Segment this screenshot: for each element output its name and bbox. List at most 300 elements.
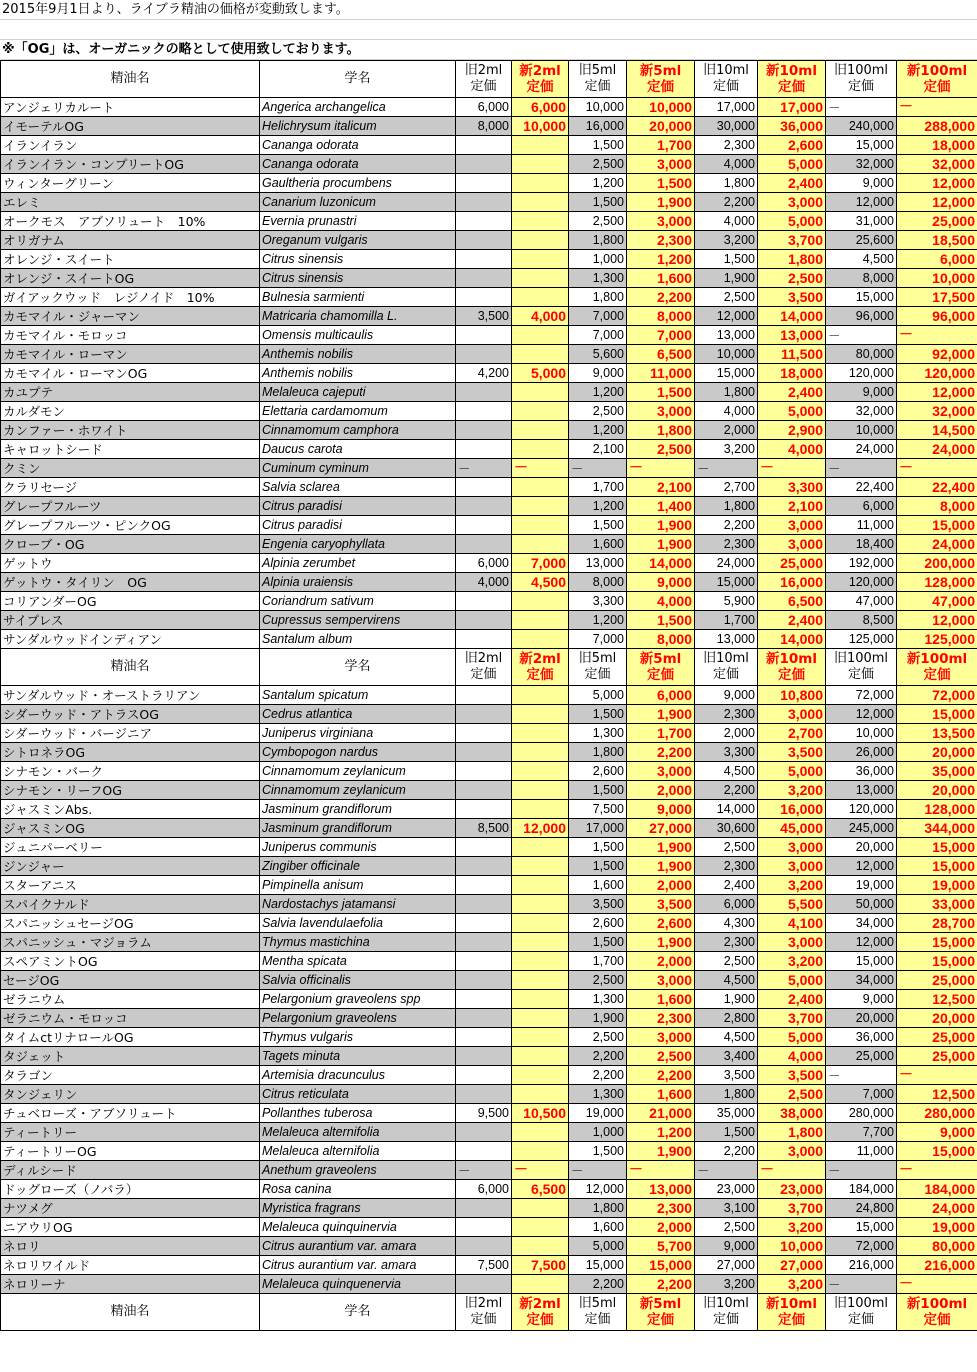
header-price-col: 新10ml 定価 [758,649,826,686]
old-price: 5,000 [569,686,627,705]
header-name: 精油名 [1,61,260,98]
old-price [456,440,512,459]
old-price: 4,500 [695,1028,758,1047]
new-price: － [758,1161,826,1180]
old-price: 35,000 [695,1104,758,1123]
oil-name: イランイラン [1,136,260,155]
latin-name: Pollanthes tuberosa [260,1104,456,1123]
new-price: 6,000 [512,98,569,117]
table-row [1,155,977,174]
oil-name: ネロリ [1,1237,260,1256]
new-price: 2,500 [758,1085,826,1104]
oil-name: ティートリーOG [1,1142,260,1161]
new-price: 19,000 [897,876,977,895]
new-price: 2,300 [627,1199,695,1218]
table-row [1,819,977,838]
old-price [456,1237,512,1256]
new-price: 14,000 [758,307,826,326]
old-price: 12,000 [826,705,897,724]
old-price: 1,500 [569,516,627,535]
old-price: － [826,98,897,117]
oil-name: ナツメグ [1,1199,260,1218]
old-price: 5,000 [569,1237,627,1256]
new-price: 10,000 [758,1237,826,1256]
old-price [456,1028,512,1047]
old-price: 3,300 [569,592,627,611]
new-price [512,421,569,440]
new-price: 2,000 [627,781,695,800]
table-row [1,838,977,857]
header-price-col: 新2ml 定価 [512,649,569,686]
old-price [456,838,512,857]
old-price [456,497,512,516]
new-price [512,326,569,345]
header-price-col: 新2ml 定価 [512,61,569,98]
new-price: 13,500 [897,724,977,743]
old-price: 36,000 [826,762,897,781]
new-price: 7,000 [512,554,569,573]
old-price: 10,000 [826,421,897,440]
old-price: 6,000 [695,895,758,914]
new-price: 9,000 [627,573,695,592]
old-price: － [456,1161,512,1180]
new-price: 4,000 [758,1047,826,1066]
oil-name: シトロネラOG [1,743,260,762]
old-price: 1,200 [569,383,627,402]
new-price: 125,000 [897,630,977,649]
old-price: － [569,459,627,478]
new-price: 1,900 [627,1142,695,1161]
latin-name: Santalum album [260,630,456,649]
new-price [512,1085,569,1104]
table-row [1,724,977,743]
oil-name: グレープフルーツ [1,497,260,516]
new-price: 280,000 [897,1104,977,1123]
header-price-col: 新5ml 定価 [627,61,695,98]
old-price: 22,400 [826,478,897,497]
old-price: 14,000 [695,800,758,819]
old-price: 3,200 [695,440,758,459]
new-price [512,611,569,630]
new-price: 32,000 [897,402,977,421]
new-price: － [897,98,977,117]
latin-name: Cinnamomum zeylanicum [260,762,456,781]
new-price: 1,400 [627,497,695,516]
table-row [1,1237,977,1256]
new-price: 7,500 [512,1256,569,1275]
old-price: 2,200 [569,1047,627,1066]
new-price [512,857,569,876]
oil-name: カモマイル・モロッコ [1,326,260,345]
latin-name: Salvia lavendulaefolia [260,914,456,933]
new-price: 25,000 [897,971,977,990]
new-price: 15,000 [897,1142,977,1161]
new-price: 2,900 [758,421,826,440]
old-price: 2,300 [695,136,758,155]
old-price [456,250,512,269]
new-price: 6,500 [758,592,826,611]
new-price [512,895,569,914]
old-price: 9,000 [826,383,897,402]
old-price: 25,600 [826,231,897,250]
old-price: 3,300 [695,743,758,762]
oil-name: スペアミントOG [1,952,260,971]
latin-name: Mentha spicata [260,952,456,971]
new-price [512,762,569,781]
new-price: 18,500 [897,231,977,250]
header-price-col: 旧100ml 定価 [826,649,897,686]
new-price [512,743,569,762]
old-price [456,781,512,800]
new-price: 3,000 [758,535,826,554]
old-price: 19,000 [569,1104,627,1123]
latin-name: Omensis multicaulis [260,326,456,345]
new-price: 344,000 [897,819,977,838]
table-row [1,402,977,421]
new-price: 20,000 [897,743,977,762]
latin-name: Salvia sclarea [260,478,456,497]
latin-name: Evernia prunastri [260,212,456,231]
new-price: 3,700 [758,231,826,250]
oil-name: スパニッシュセージOG [1,914,260,933]
new-price: 2,100 [627,478,695,497]
header-name: 精油名 [1,649,260,686]
old-price: 3,500 [695,1066,758,1085]
old-price: 120,000 [826,573,897,592]
latin-name: Anthemis nobilis [260,364,456,383]
latin-name: Melaleuca quinquenervia [260,1275,456,1294]
new-price: 2,500 [627,440,695,459]
old-price [456,895,512,914]
old-price: 24,000 [826,440,897,459]
old-price: 18,400 [826,535,897,554]
new-price [512,478,569,497]
new-price: 80,000 [897,1237,977,1256]
new-price [512,592,569,611]
header-price-col: 新100ml 定価 [897,1294,977,1331]
table-row [1,174,977,193]
old-price: 8,000 [456,117,512,136]
old-price: 1,600 [569,876,627,895]
old-price: 1,900 [695,269,758,288]
old-price: 2,200 [695,193,758,212]
old-price: 6,000 [456,98,512,117]
latin-name: Daucus carota [260,440,456,459]
old-price: － [826,1066,897,1085]
header-latin: 学名 [260,1294,456,1331]
new-price: 15,000 [897,933,977,952]
new-price: 1,600 [627,269,695,288]
new-price [512,876,569,895]
old-price [456,383,512,402]
oil-name: クミン [1,459,260,478]
table-row [1,1161,977,1180]
table-row [1,440,977,459]
old-price: 1,800 [569,231,627,250]
old-price: 15,000 [826,952,897,971]
old-price [456,174,512,193]
new-price: 25,000 [897,212,977,231]
old-price [456,1123,512,1142]
oil-name: ウィンターグリーン [1,174,260,193]
new-price: 10,000 [897,269,977,288]
new-price: 3,200 [758,952,826,971]
oil-name: キャロットシード [1,440,260,459]
new-price [512,250,569,269]
old-price: 2,700 [695,478,758,497]
new-price [512,1009,569,1028]
new-price: 96,000 [897,307,977,326]
old-price: 72,000 [826,1237,897,1256]
header-price-col: 新2ml 定価 [512,1294,569,1331]
old-price: 184,000 [826,1180,897,1199]
old-price: 4,500 [826,250,897,269]
new-price: － [897,1161,977,1180]
new-price: 11,000 [627,364,695,383]
new-price: 14,500 [897,421,977,440]
new-price: 19,000 [897,1218,977,1237]
new-price: 288,000 [897,117,977,136]
new-price: 20,000 [627,117,695,136]
oil-name: サンダルウッドインディアン [1,630,260,649]
old-price: 7,000 [569,307,627,326]
old-price: 2,100 [569,440,627,459]
latin-name: Melaleuca alternifolia [260,1123,456,1142]
old-price: 2,500 [569,155,627,174]
new-price: 72,000 [897,686,977,705]
old-price: 30,000 [695,117,758,136]
table-row [1,478,977,497]
latin-name: Cuminum cyminum [260,459,456,478]
old-price: 16,000 [569,117,627,136]
old-price: 1,800 [695,174,758,193]
latin-name: Juniperus communis [260,838,456,857]
new-price: 6,000 [897,250,977,269]
header-price-col: 旧100ml 定価 [826,1294,897,1331]
table-row [1,1066,977,1085]
oil-name: ゼラニウム・モロッコ [1,1009,260,1028]
old-price: 216,000 [826,1256,897,1275]
new-price: 14,000 [627,554,695,573]
old-price [456,971,512,990]
old-price: 7,000 [569,630,627,649]
oil-name: ジャスミンOG [1,819,260,838]
new-price: 1,200 [627,250,695,269]
table-row [1,876,977,895]
table-row [1,383,977,402]
new-price: 3,500 [758,288,826,307]
oil-name: タイムctリナロールOG [1,1028,260,1047]
old-price: － [695,459,758,478]
old-price: 1,500 [569,136,627,155]
table-row [1,1047,977,1066]
latin-name: Thymus vulgaris [260,1028,456,1047]
header-price-col: 新10ml 定価 [758,61,826,98]
old-price: 7,000 [569,326,627,345]
old-price: 11,000 [826,516,897,535]
table-row [1,1028,977,1047]
old-price: 3,100 [695,1199,758,1218]
old-price: － [826,1275,897,1294]
new-price: 35,000 [897,762,977,781]
new-price: 1,500 [627,611,695,630]
new-price: － [758,459,826,478]
oil-name: ジンジャー [1,857,260,876]
new-price: 12,000 [512,819,569,838]
new-price: 24,000 [897,535,977,554]
old-price [456,269,512,288]
new-price: 3,000 [627,762,695,781]
new-price: 10,500 [512,1104,569,1123]
new-price: － [897,1275,977,1294]
latin-name: Pelargonium graveolens [260,1009,456,1028]
old-price [456,1218,512,1237]
new-price [512,402,569,421]
old-price: 15,000 [826,288,897,307]
latin-name: Alpinia zerumbet [260,554,456,573]
oil-name: カモマイル・ジャーマン [1,307,260,326]
old-price: 2,400 [695,876,758,895]
old-price [456,592,512,611]
latin-name: Gaultheria procumbens [260,174,456,193]
old-price [456,800,512,819]
table-row [1,497,977,516]
header-price-col: 新10ml 定価 [758,1294,826,1331]
old-price [456,535,512,554]
old-price [456,212,512,231]
old-price: 17,000 [569,819,627,838]
new-price [512,231,569,250]
new-price: 2,400 [758,990,826,1009]
new-price [512,288,569,307]
table-row [1,1104,977,1123]
header-price-col: 旧2ml 定価 [456,61,512,98]
old-price: 1,500 [569,1142,627,1161]
oil-name: ジュニパーベリー [1,838,260,857]
new-price: 5,500 [758,895,826,914]
new-price: 2,600 [758,136,826,155]
old-price [456,402,512,421]
new-price: 4,100 [758,914,826,933]
table-row [1,611,977,630]
table-row [1,516,977,535]
old-price [456,1047,512,1066]
old-price [456,193,512,212]
latin-name: Nardostachys jatamansi [260,895,456,914]
header-price-col: 旧5ml 定価 [569,61,627,98]
old-price: 2,300 [695,857,758,876]
old-price: 12,000 [826,193,897,212]
oil-name: イモーテルOG [1,117,260,136]
header-row [1,649,977,686]
header-price-col: 旧10ml 定価 [695,649,758,686]
old-price [456,421,512,440]
latin-name: Pelargonium graveolens spp [260,990,456,1009]
table-row [1,592,977,611]
new-price: 15,000 [897,516,977,535]
new-price: 5,700 [627,1237,695,1256]
new-price: 1,800 [758,1123,826,1142]
header-row [1,61,977,98]
old-price: 3,500 [569,895,627,914]
old-price: 34,000 [826,914,897,933]
new-price [512,990,569,1009]
oil-name: イランイラン・コンプリートOG [1,155,260,174]
old-price: 27,000 [695,1256,758,1275]
new-price: 15,000 [897,705,977,724]
oil-name: クラリセージ [1,478,260,497]
table-row [1,1256,977,1275]
price-table [0,60,977,1331]
new-price: 5,000 [758,402,826,421]
oil-name: アンジェリカルート [1,98,260,117]
new-price: 38,000 [758,1104,826,1123]
new-price [512,838,569,857]
old-price: 1,200 [569,174,627,193]
old-price: 9,000 [826,174,897,193]
old-price: 7,000 [826,1085,897,1104]
old-price: 1,500 [569,857,627,876]
old-price: 2,500 [695,1218,758,1237]
new-price: 184,000 [897,1180,977,1199]
oil-name: ゼラニウム [1,990,260,1009]
old-price: 23,000 [695,1180,758,1199]
old-price: 1,900 [569,1009,627,1028]
new-price: 3,000 [758,516,826,535]
old-price: 2,200 [569,1275,627,1294]
new-price: 20,000 [897,781,977,800]
oil-name: コリアンダーOG [1,592,260,611]
old-price: 30,600 [695,819,758,838]
old-price: 72,000 [826,686,897,705]
old-price: 26,000 [826,743,897,762]
oil-name: カユプテ [1,383,260,402]
new-price: 92,000 [897,345,977,364]
oil-name: ゲットウ・タイリン OG [1,573,260,592]
old-price: 11,000 [826,1142,897,1161]
old-price [456,611,512,630]
new-price [512,535,569,554]
new-price: 3,000 [758,838,826,857]
old-price: 1,800 [569,288,627,307]
old-price: 24,800 [826,1199,897,1218]
old-price: 6,000 [456,1180,512,1199]
new-price: 15,000 [897,838,977,857]
new-price: 3,200 [758,1275,826,1294]
new-price: 5,000 [512,364,569,383]
old-price: 4,500 [695,762,758,781]
old-price [456,630,512,649]
old-price: 12,000 [826,857,897,876]
old-price: 12,000 [695,307,758,326]
old-price: 2,200 [569,1066,627,1085]
blank-row [0,20,977,40]
new-price: 8,000 [627,630,695,649]
header-price-col: 旧10ml 定価 [695,1294,758,1331]
old-price: 1,200 [569,421,627,440]
old-price: 15,000 [826,136,897,155]
old-price: 9,000 [695,1237,758,1256]
old-price: 2,000 [695,724,758,743]
new-price: － [897,1066,977,1085]
oil-name: オリガナム [1,231,260,250]
old-price: 2,600 [569,762,627,781]
old-price [456,288,512,307]
new-price: 1,600 [627,990,695,1009]
new-price: 3,200 [758,1218,826,1237]
new-price: 11,500 [758,345,826,364]
new-price: 21,000 [627,1104,695,1123]
